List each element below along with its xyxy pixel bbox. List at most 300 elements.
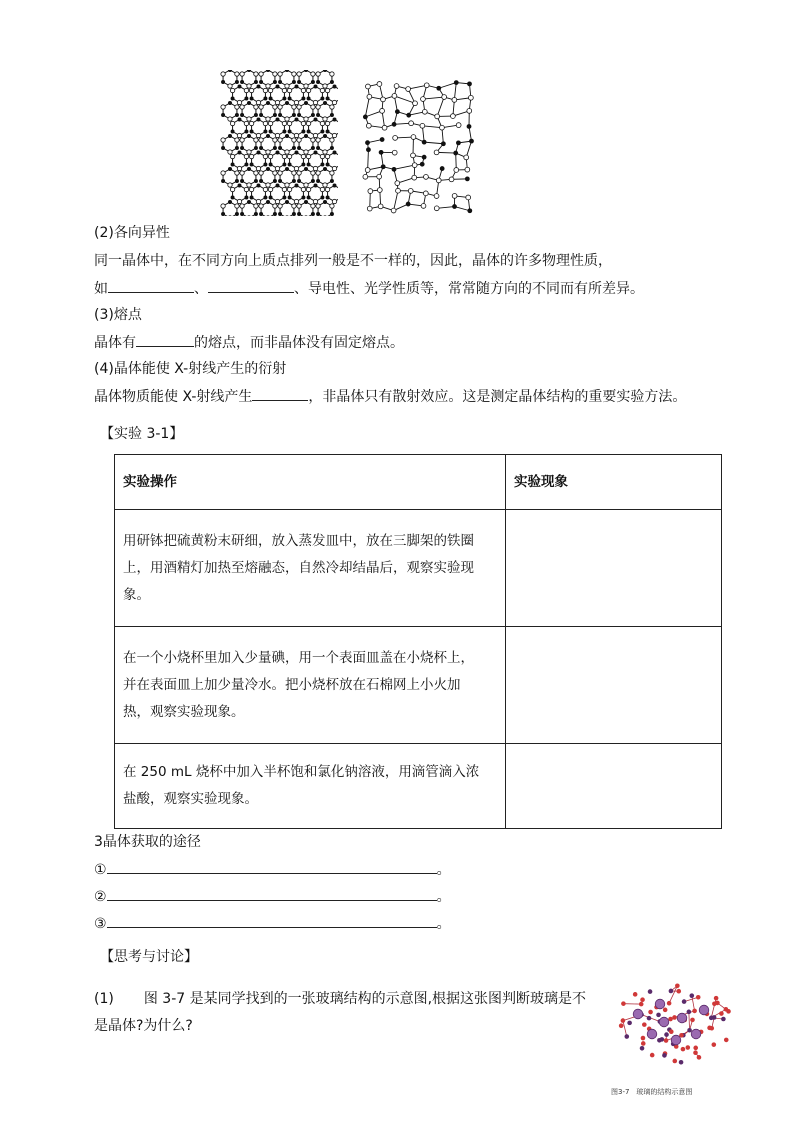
- lattice-atom: [273, 72, 277, 76]
- lattice-ring: [318, 202, 332, 216]
- network-bond: [437, 97, 444, 116]
- lattice-atom: [321, 97, 324, 100]
- lattice-atom: [292, 113, 295, 116]
- lattice-atom: [323, 101, 326, 104]
- network-atom: [422, 109, 427, 114]
- lattice-atom: [330, 105, 334, 109]
- network-bond: [437, 152, 456, 153]
- glass-atom: [672, 1015, 677, 1020]
- lattice-atom: [323, 70, 326, 72]
- network-atom: [391, 208, 396, 213]
- lattice-atom: [316, 179, 319, 182]
- lattice-atom: [266, 70, 269, 72]
- lattice-atom: [311, 105, 315, 109]
- lattice-atom: [330, 171, 334, 175]
- glass-atom: [721, 1017, 726, 1022]
- network-atom: [381, 165, 385, 169]
- lattice-atom: [237, 100, 241, 104]
- lattice-atom: [287, 88, 291, 92]
- lattice-atom: [221, 138, 225, 142]
- phenomenon-cell[interactable]: [506, 627, 722, 744]
- line2-separator: 、: [194, 281, 208, 297]
- lattice-atom: [316, 212, 319, 215]
- section-3-heading: (3)熔点: [94, 307, 142, 323]
- lattice-atom: [297, 80, 300, 83]
- glass-atom: [642, 1022, 647, 1027]
- lattice-atom: [285, 183, 289, 187]
- glass-atom: [693, 1046, 698, 1051]
- section-2-text-line2: [94, 278, 644, 299]
- lattice-atom: [332, 199, 336, 203]
- lattice-atom: [269, 130, 272, 133]
- lattice-atom: [306, 121, 310, 125]
- glass-atom: [621, 1001, 626, 1006]
- lattice-atom: [273, 80, 276, 83]
- lattice-atom: [249, 187, 253, 191]
- section-4-heading: (4)晶体能使 X-射线产生的衍射: [94, 361, 287, 377]
- lattice-atom: [266, 117, 270, 121]
- lattice-atom: [228, 200, 231, 203]
- glass-atom: [669, 1029, 674, 1034]
- answer-blank[interactable]: [136, 332, 194, 347]
- lattice-atom: [314, 184, 317, 187]
- network-atom: [440, 167, 444, 171]
- lattice-atom: [263, 187, 267, 191]
- lattice-atom: [254, 146, 257, 149]
- lattice-atom: [316, 113, 319, 116]
- network-atom: [381, 97, 386, 102]
- network-atom: [467, 82, 471, 86]
- lattice-ring: [242, 202, 256, 216]
- lattice-atom: [264, 196, 267, 199]
- lattice-atom: [276, 85, 279, 88]
- lattice-atom: [278, 179, 281, 182]
- lattice-atom: [285, 167, 288, 170]
- lattice-atom: [297, 105, 301, 109]
- section-2-heading: (2)各向异性: [94, 225, 170, 241]
- lattice-atom: [325, 121, 329, 125]
- pathway-item: [94, 913, 451, 934]
- glass-ion: [647, 1029, 657, 1039]
- lattice-atom: [297, 179, 300, 182]
- lattice-atom: [257, 85, 260, 88]
- lattice-atom: [240, 179, 243, 182]
- lattice-atom: [221, 146, 224, 149]
- lattice-ring: [223, 202, 237, 216]
- lattice-atom: [235, 171, 239, 175]
- lattice-atom: [238, 151, 241, 154]
- glass-ion: [671, 1035, 681, 1045]
- glass-atom: [627, 1021, 632, 1026]
- lattice-atom: [316, 72, 320, 76]
- lattice-atom: [231, 163, 234, 166]
- network-atom: [434, 206, 439, 211]
- lattice-atom: [320, 88, 324, 92]
- lattice-atom: [275, 100, 279, 104]
- network-atom: [424, 175, 429, 180]
- lattice-atom: [250, 97, 253, 100]
- lattice-atom: [269, 196, 272, 199]
- lattice-atom: [292, 72, 296, 76]
- lattice-atom: [275, 133, 279, 137]
- lattice-atom: [297, 146, 300, 149]
- lattice-atom: [221, 113, 224, 116]
- lattice-atom: [273, 204, 277, 208]
- glass-atom: [640, 1046, 645, 1051]
- network-atom: [424, 83, 429, 88]
- lattice-atom: [326, 163, 329, 166]
- lattice-atom: [238, 85, 241, 88]
- section-4-text: [94, 386, 686, 407]
- lattice-atom: [268, 187, 272, 191]
- question-number: (1): [94, 991, 114, 1007]
- lattice-atom: [283, 163, 286, 166]
- line2-prefix: 如: [94, 281, 108, 297]
- lattice-atom: [247, 183, 251, 187]
- glass-atom: [639, 1002, 644, 1007]
- lattice-atom: [330, 113, 333, 116]
- network-bond: [408, 85, 427, 89]
- network-bond: [365, 97, 369, 117]
- network-atom: [464, 155, 469, 160]
- section-2-text-line1: 同一晶体中，在不同方向上质点排列一般是不一样的，因此，晶体的许多物理性质，: [94, 253, 612, 269]
- lattice-atom: [278, 138, 282, 142]
- figure-caption: 图3-7 玻璃的结构示意图: [611, 1088, 693, 1096]
- lattice-atom: [275, 199, 279, 203]
- network-atom: [378, 204, 383, 209]
- lattice-atom: [302, 196, 305, 199]
- glass-atom: [687, 1010, 692, 1015]
- phenomenon-cell[interactable]: [506, 510, 722, 627]
- glass-atom: [664, 1038, 669, 1043]
- glass-atom: [693, 1050, 698, 1055]
- question-1-line1: [94, 989, 586, 1009]
- lattice-atom: [302, 163, 305, 166]
- cell-line: 用研钵把硫黄粉末研细，放入蒸发皿中，放在三脚架的铁圈: [123, 532, 474, 549]
- lattice-atom: [330, 212, 333, 215]
- lattice-atom: [287, 187, 291, 191]
- glass-atom: [624, 1034, 629, 1039]
- lattice-atom: [240, 212, 243, 215]
- phenomenon-cell[interactable]: [506, 744, 722, 829]
- network-atom: [413, 101, 418, 106]
- lattice-atom: [228, 167, 231, 170]
- lattice-atom: [276, 184, 279, 187]
- lattice-atom: [297, 113, 300, 116]
- glass-atom: [712, 1015, 717, 1020]
- lattice-atom: [295, 184, 298, 187]
- glass-atom: [648, 1010, 653, 1015]
- lattice-atom: [297, 204, 301, 208]
- lattice-atom: [294, 133, 298, 137]
- network-atom: [453, 205, 457, 209]
- lattice-atom: [313, 100, 317, 104]
- network-atom: [456, 141, 460, 145]
- lattice-atom: [288, 97, 291, 100]
- lattice-atom: [313, 166, 317, 170]
- lattice-atom: [283, 97, 286, 100]
- lattice-atom: [292, 171, 296, 175]
- lattice-atom: [247, 70, 250, 72]
- lattice-atom: [273, 146, 276, 149]
- experiment-table: [114, 454, 722, 829]
- item-end: 。: [436, 916, 451, 932]
- lattice-atom: [326, 196, 329, 199]
- lattice-atom: [235, 204, 239, 208]
- glass-bond: [623, 1021, 627, 1037]
- lattice-atom: [249, 154, 253, 158]
- lattice-atom: [254, 113, 257, 116]
- lattice-atom: [263, 88, 267, 92]
- network-atom: [437, 86, 441, 90]
- network-atom: [451, 114, 456, 119]
- glass-atom: [681, 1047, 686, 1052]
- network-atom: [396, 188, 401, 193]
- network-atom: [434, 194, 439, 199]
- lattice-atom: [304, 150, 308, 154]
- lattice-atom: [235, 138, 239, 142]
- lattice-atom: [283, 196, 286, 199]
- lattice-atom: [221, 80, 224, 83]
- lattice-atom: [321, 196, 324, 199]
- answer-blank[interactable]: [208, 278, 294, 293]
- glass-atom: [660, 1037, 665, 1042]
- lattice-atom: [314, 85, 317, 88]
- network-atom: [454, 151, 458, 155]
- lattice-atom: [278, 171, 282, 175]
- lattice-atom: [285, 70, 288, 72]
- section-4-prefix: 晶体物质能使 X-射线产生: [94, 389, 253, 405]
- network-atom: [392, 167, 396, 171]
- lattice-atom: [266, 101, 269, 104]
- lattice-atom: [268, 121, 272, 125]
- lattice-atom: [316, 105, 320, 109]
- lattice-atom: [323, 84, 327, 88]
- lattice-atom: [311, 80, 314, 83]
- lattice-atom: [294, 199, 298, 203]
- glass-atom: [648, 989, 653, 994]
- lattice-atom: [285, 134, 288, 137]
- lattice-atom: [302, 130, 305, 133]
- lattice-atom: [256, 100, 260, 104]
- network-atom: [367, 94, 372, 99]
- network-atom: [412, 163, 417, 168]
- lattice-atom: [278, 204, 282, 208]
- lattice-atom: [311, 113, 314, 116]
- lattice-atom: [278, 113, 281, 116]
- lattice-atom: [313, 133, 317, 137]
- network-bond: [423, 97, 444, 99]
- lattice-atom: [326, 97, 329, 100]
- lattice-atom: [266, 134, 269, 137]
- network-atom: [382, 125, 387, 130]
- item-marker: ②: [94, 889, 107, 905]
- lattice-atom: [247, 167, 250, 170]
- lattice-atom: [256, 133, 260, 137]
- network-atom: [421, 97, 426, 102]
- cell-line: 在一个小烧杯里加入少量碘，用一个表面皿盖在小烧杯上，: [123, 649, 474, 666]
- glass-bond: [711, 998, 716, 1018]
- glass-atom: [724, 1038, 729, 1043]
- lattice-atom: [259, 138, 263, 142]
- lattice-atom: [304, 183, 308, 187]
- answer-blank[interactable]: [252, 386, 308, 401]
- answer-blank[interactable]: [107, 913, 437, 928]
- lattice-atom: [231, 196, 234, 199]
- lattice-atom: [330, 138, 334, 142]
- lattice-atom: [288, 196, 291, 199]
- network-atom: [465, 177, 469, 181]
- lattice-atom: [320, 121, 324, 125]
- network-atom: [442, 95, 447, 100]
- lattice-atom: [311, 204, 315, 208]
- lattice-atom: [276, 118, 279, 121]
- lattice-atom: [228, 134, 231, 137]
- pathways-heading: 3晶体获取的途径: [94, 834, 201, 850]
- lattice-atom: [240, 80, 243, 83]
- network-atom: [441, 142, 445, 146]
- network-atom: [392, 150, 397, 155]
- lattice-atom: [285, 117, 289, 121]
- lattice-atom: [247, 200, 250, 203]
- cell-line: 并在表面皿上加少量冷水。把小烧杯放在石棉网上小火加: [123, 676, 461, 693]
- glass-atom: [709, 1026, 714, 1031]
- lattice-atom: [228, 70, 231, 72]
- lattice-atom: [244, 187, 248, 191]
- network-atom: [466, 195, 471, 200]
- lattice-atom: [278, 146, 281, 149]
- lattice-atom: [240, 171, 244, 175]
- glass-atom: [662, 1053, 667, 1058]
- network-atom: [409, 121, 414, 126]
- lattice-atom: [257, 184, 260, 187]
- glass-atom: [714, 996, 719, 1001]
- lattice-atom: [247, 101, 250, 104]
- lattice-atom: [238, 118, 241, 121]
- lattice-atom: [304, 167, 307, 170]
- lattice-atom: [304, 117, 308, 121]
- lattice-atom: [259, 80, 262, 83]
- glass-atom: [692, 1009, 697, 1014]
- lattice-atom: [297, 212, 300, 215]
- lattice-atom: [285, 84, 289, 88]
- lattice-atom: [228, 84, 232, 88]
- lattice-atom: [323, 200, 326, 203]
- lattice-atom: [273, 212, 276, 215]
- lattice-atom: [297, 138, 301, 142]
- lattice-atom: [292, 212, 295, 215]
- network-atom: [421, 204, 426, 209]
- lattice-atom: [323, 150, 327, 154]
- lattice-atom: [292, 80, 295, 83]
- lattice-atom: [292, 146, 295, 149]
- lattice-atom: [282, 121, 286, 125]
- answer-blank[interactable]: [108, 278, 194, 293]
- lattice-atom: [316, 171, 320, 175]
- lattice-atom: [316, 80, 319, 83]
- glass-atom: [712, 1042, 717, 1047]
- lattice-atom: [326, 130, 329, 133]
- lattice-atom: [323, 117, 327, 121]
- lattice-atom: [244, 121, 248, 125]
- lattice-atom: [307, 163, 310, 166]
- lattice-atom: [240, 72, 244, 76]
- glass-atom: [715, 1001, 720, 1006]
- network-atom: [468, 95, 473, 100]
- network-atom: [377, 174, 382, 179]
- lattice-atom: [221, 212, 224, 215]
- network-atom: [434, 150, 439, 155]
- network-atom: [406, 87, 411, 92]
- glass-atom: [690, 1018, 695, 1023]
- lattice-atom: [259, 72, 263, 76]
- glass-atom: [633, 992, 638, 997]
- operation-cell: [115, 510, 506, 627]
- network-atom: [368, 189, 373, 194]
- network-atom: [454, 168, 459, 173]
- lattice-atom: [250, 163, 253, 166]
- cell-line: 盐酸，观察实验现象。: [123, 791, 258, 807]
- answer-blank[interactable]: [107, 886, 437, 901]
- lattice-atom: [295, 85, 298, 88]
- lattice-atom: [247, 150, 251, 154]
- glass-atom: [641, 1036, 646, 1041]
- lattice-atom: [254, 204, 258, 208]
- network-atom: [467, 124, 471, 128]
- lattice-atom: [333, 151, 336, 154]
- lattice-atom: [332, 100, 336, 104]
- crystal-lattice-figure: [220, 70, 338, 216]
- network-atom: [456, 123, 461, 128]
- lattice-atom: [221, 171, 225, 175]
- network-atom: [449, 177, 454, 182]
- network-atom: [452, 194, 457, 199]
- lattice-atom: [240, 138, 244, 142]
- network-atom: [367, 206, 372, 211]
- lattice-atom: [264, 130, 267, 133]
- lattice-atom: [332, 166, 336, 170]
- lattice-atom: [288, 163, 291, 166]
- network-atom: [363, 174, 368, 179]
- answer-blank[interactable]: [107, 859, 437, 874]
- header-phenomenon: 实验现象: [506, 455, 722, 510]
- glass-atom: [664, 1032, 669, 1037]
- network-atom: [465, 167, 470, 172]
- item-end: 。: [436, 889, 451, 905]
- lattice-atom: [330, 146, 333, 149]
- glass-atom: [669, 989, 674, 994]
- lattice-atom: [323, 167, 326, 170]
- network-atom: [366, 141, 370, 145]
- lattice-atom: [301, 187, 305, 191]
- lattice-atom: [221, 179, 224, 182]
- glass-atom: [656, 1013, 661, 1018]
- lattice-atom: [304, 134, 307, 137]
- lattice-atom: [295, 151, 298, 154]
- item-marker: ①: [94, 862, 107, 878]
- lattice-atom: [273, 179, 276, 182]
- lattice-atom: [311, 212, 314, 215]
- lattice-atom: [332, 133, 336, 137]
- lattice-atom: [297, 171, 301, 175]
- operation-cell: [115, 627, 506, 744]
- lattice-atom: [264, 97, 267, 100]
- lattice-atom: [263, 154, 267, 158]
- lattice-atom: [250, 130, 253, 133]
- lattice-atom: [275, 166, 279, 170]
- section-3-prefix: 晶体有: [94, 335, 136, 351]
- glass-ion: [699, 1005, 709, 1015]
